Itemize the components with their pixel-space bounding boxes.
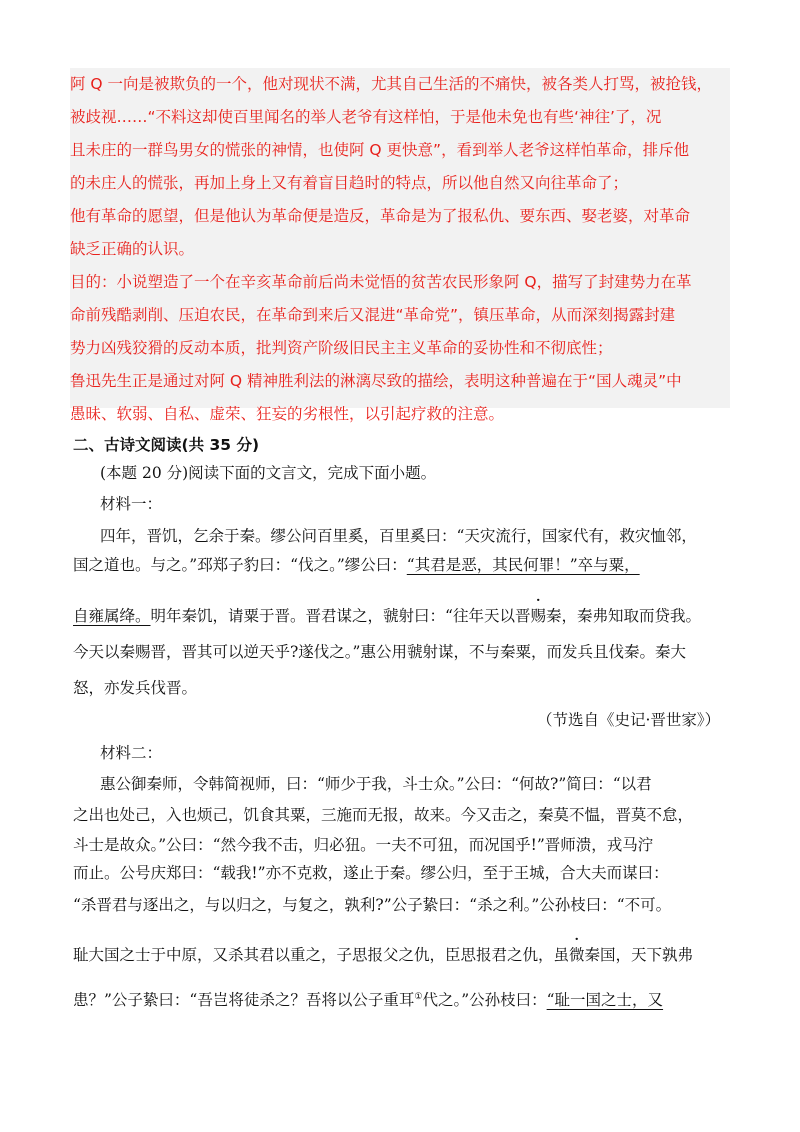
material1-line [73,604,701,626]
material1-line [73,553,640,575]
footnote-marker: ① [414,991,423,1002]
text-span: 代之。”公孙枝曰： [422,991,547,1009]
material2-line: 惠公御秦师，令韩简视师，曰：“师少于我，斗士众。”公曰：“何故?”简曰：“以君 [100,775,652,793]
text-span: 患？”公子絷曰：“吾岂将徒杀之？吾将以公子重耳 [73,991,415,1009]
material1-line: 四年，晋饥，乞余于秦。缪公问百里奚，百里奚曰：“天灾流行，国家代有，救灾恤邻， [100,527,697,545]
answer-line: 缺乏正确的认识。 [70,240,195,258]
text-span: 秦国，天下孰弗 [584,946,694,964]
underlined-sentence: “其君是恶，其民何罪！”卒与粟， [406,556,640,574]
material2-line: 之出也处己，入也烦己，饥食其粟，三施而无报，故来。今又击之，秦莫不愠，晋莫不怠， [73,806,694,824]
section-title: 二、古诗文阅读(共 35 分) [73,436,260,454]
answer-line: 被歧视……“不料这却使百里闻名的举人老爷有这样怕，于是他未免也有些‘神往’了，况 [70,108,662,126]
material2-line: “杀晋君与逐出之，与以归之，与复之，孰利?”公子絷曰：“杀之利。”公孙枝曰：“不可。 [73,896,672,914]
answer-line: 的未庄人的慌张，再加上身上又有着盲目趋时的特点，所以他自然又向往革命了； [70,174,629,192]
underlined-sentence: “耻一国之士，又 [546,991,664,1009]
text-span: 国之道也。与之。”邳郑子豹曰：“伐之。”缪公曰： [73,556,407,574]
text-span: 秦，秦弗知取而贷我。 [545,607,701,625]
emphasis-dot-char: 赐 [530,607,546,625]
material2-line [73,988,663,1010]
answer-line: 愚昧、软弱、自私、虚荣、狂妄的劣根性，以引起疗救的注意。 [70,405,505,423]
answer-line: 他有革命的愿望，但是他认为革命便是造反，革命是为了报私仇、要东西、娶老婆，对革命 [70,207,691,225]
answer-line: 目的：小说塑造了一个在辛亥革命前后尚未觉悟的贫苦农民形象阿 Q，描写了封建势力在革 [70,273,692,291]
source-citation: （节选自《史记·晋世家》） [537,711,721,729]
material2-line: 而止。公号庆郑曰：“载我!”亦不克救，遂止于秦。缪公归，至于王城，合大夫而谋曰： [73,864,669,882]
answer-explanation-block [70,68,730,423]
text-span: 明年秦饥，请粟于晋。晋君谋之，虢射曰：“往年天以晋 [150,607,531,625]
material1-heading: 材料一： [100,495,163,513]
emphasis-dot-char: 微 [569,946,585,964]
answer-paragraph [70,68,730,431]
question-intro: (本题 20 分)阅读下面的文言文，完成下面小题。 [100,464,437,482]
answer-line: 势力凶残狡猾的反动本质，批判资产阶级旧民主主义革命的妥协性和不彻底性； [70,339,613,357]
text-span: 耻大国之士于中原，又杀其君以重之，子思报父之仇，臣思报君之仇，虽 [73,946,570,964]
answer-line: 命前残酷剥削、压迫农民，在革命到来后又混进“革命党”，镇压革命，从而深刻揭露封建 [70,306,676,324]
underlined-sentence: 自雍属绛。 [73,607,151,625]
answer-line: 阿 Q 一向是被欺负的一个，他对现状不满，尤其自己生活的不痛快，被各类人打骂，被抢钱， [70,75,713,93]
material2-heading: 材料二： [100,744,163,762]
answer-line: 且未庄的一群鸟男女的慌张的神情，也使阿 Q 更快意”，看到举人老爷这样怕革命，排斥他 [70,141,690,159]
material1-line: 今天以秦赐晋，晋其可以逆天乎?遂伐之。”惠公用虢射谋，不与秦粟，而发兵且伐秦。秦大 [73,643,686,661]
material1-line: 怒，亦发兵伐晋。 [73,679,198,697]
material2-line: 斗士是故众。”公曰：“然今我不击，归必狃。一夫不可狃，而况国乎!”晋师溃，戎马泞 [73,836,654,854]
material2-line [73,943,693,965]
answer-line: 鲁迅先生正是通过对阿 Q 精神胜利法的淋漓尽致的描绘，表明这种普遍在于“国人魂灵”中 [70,372,682,390]
